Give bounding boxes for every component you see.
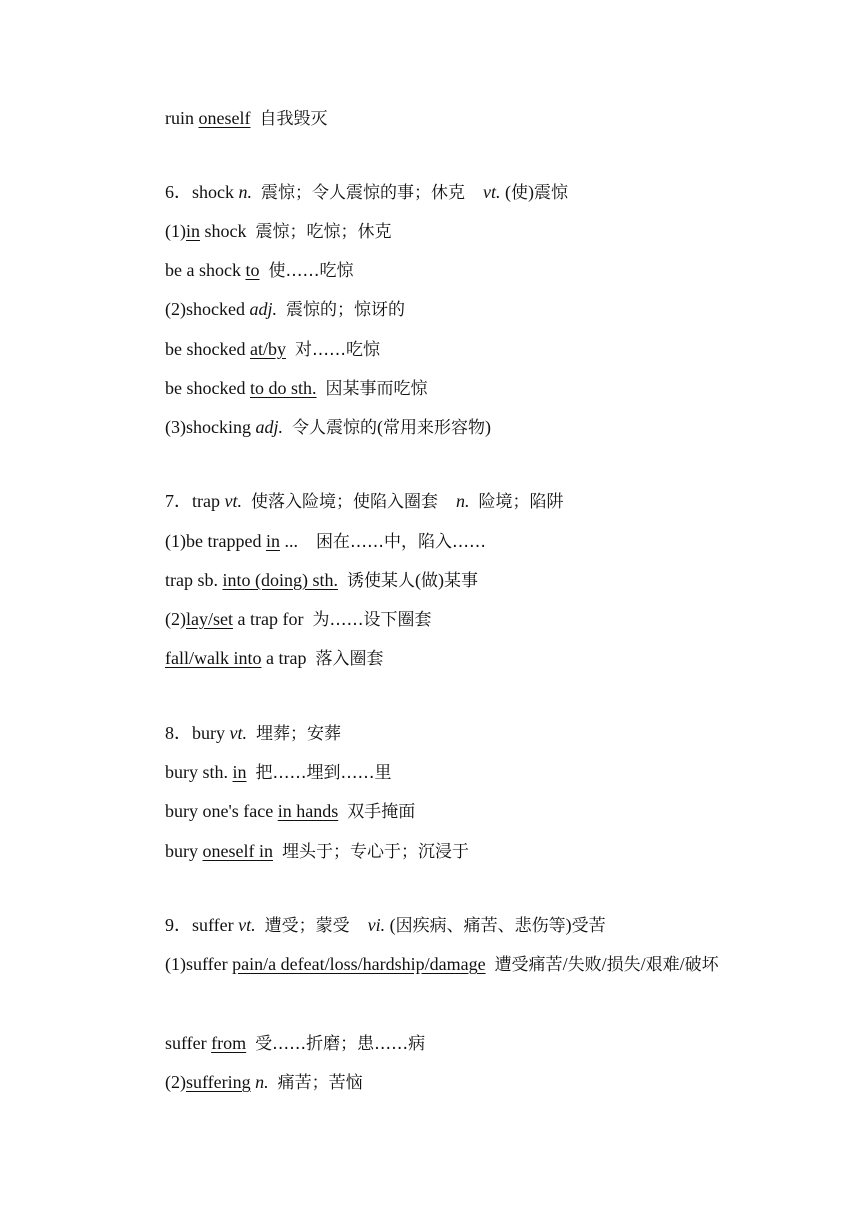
part-of-speech: vt. [483,182,501,202]
entry-heading-suffer: 9．suffer vt. 遭受；蒙受 vi. (因疾病、痛苦、悲伤等)受苦 [165,915,606,936]
chinese-gloss: 痛苦；苦恼 [277,1073,363,1093]
answer-blank: oneself [198,108,251,128]
line-trap-sb-into: trap sb. into (doing) sth. 诱使某人(做)某事 [165,570,478,591]
part-of-speech: n. [255,1072,269,1092]
answer-blank: at/by [249,339,286,359]
chinese-gloss: 险境；陷阱 [478,492,564,512]
part-of-speech: vt. [229,723,247,743]
chinese-gloss: 受苦 [571,916,606,936]
chinese-gloss: 因某事而吃惊 [325,379,428,399]
entry-heading-trap: 7．trap vt. 使落入险境；使陷入圈套 n. 险境；陷阱 [165,491,564,512]
chinese-gloss: 为……设下圈套 [312,610,432,630]
part-of-speech: n. [238,182,252,202]
chinese-gloss: 遭受痛苦 [494,955,563,975]
answer-blank: to do sth. [249,378,317,398]
line-suffer-pain-wrapped: (1)suffer pain/a defeat/loss/hardship/damage 遭受痛苦/失败/损失/艰难/破坏 [165,954,719,975]
chinese-gloss: 遭受；蒙受 [264,916,350,936]
line-fall-into-a-trap: fall/walk into a trap 落入圈套 [165,648,384,669]
chinese-gloss: 令人震惊的 [292,418,377,438]
answer-blank: in [232,762,247,782]
line-ruin-oneself [165,106,327,131]
answer-blank: oneself in [202,841,273,861]
line-shocking-adj: (3)shocking adj. 令人震惊的(常用来形容物) [165,417,491,438]
line-bury-sth-in: bury sth. in 把……埋到……里 [165,762,392,783]
line-bury-oneself-in: bury oneself in 埋头于；专心于；沉浸于 [165,841,469,862]
line-lay-set-a-trap: (2)lay/set a trap for 为……设下圈套 [165,609,432,630]
answer-blank: pain/a defeat/loss/hardship/damage [232,954,486,974]
text: ruin [165,108,199,128]
answer-blank: in hands [277,801,339,821]
part-of-speech: vi. [367,915,386,935]
answer-blank: fall/walk into [165,648,262,668]
chinese-gloss: 困在……中，陷入…… [315,532,486,552]
chinese-gloss: 震惊；令人震惊的事；休克 [261,183,465,203]
answer-blank: in [186,221,201,241]
part-of-speech: n. [455,491,470,511]
line-suffer-from: suffer from 受……折磨；患……病 [165,1033,426,1054]
chinese-gloss: 使……吃惊 [268,261,354,281]
line-shocked-adj: (2)shocked adj. 震惊的；惊讶的 [165,299,405,320]
chinese-gloss: 诱使某人 [347,571,415,591]
answer-blank: lay/set [186,609,233,629]
answer-blank: in [265,531,280,551]
line-be-a-shock-to: be a shock to 使……吃惊 [165,260,354,281]
part-of-speech: vt. [238,915,256,935]
chinese-gloss: 震惊 [534,183,568,203]
answer-blank: from [211,1033,247,1053]
part-of-speech: adj. [249,299,277,319]
answer-blank: suffering [186,1072,251,1092]
chinese-gloss: 震惊；吃惊；休克 [255,222,392,242]
part-of-speech: adj. [255,417,283,437]
chinese-gloss: 震惊的；惊讶的 [286,300,405,320]
chinese-gloss: 自我毁灭 [259,109,328,129]
entry-heading-shock: 6．shock n. 震惊；令人震惊的事；休克 vt. (使)震惊 [165,182,568,203]
line-be-trapped-in: (1)be trapped in ... 困在……中，陷入…… [165,531,486,552]
chinese-gloss: 把……埋到……里 [255,763,392,783]
chinese-gloss: 使落入险境；使陷入圈套 [250,492,438,512]
chinese-gloss: 落入圈套 [315,649,384,669]
line-bury-face-in-hands: bury one's face in hands 双手掩面 [165,801,416,822]
line-suffering-n: (2)suffering n. 痛苦；苦恼 [165,1072,363,1093]
chinese-gloss: 埋葬；安葬 [256,724,341,744]
part-of-speech: vt. [224,491,242,511]
chinese-gloss: 对……吃惊 [294,340,380,360]
line-in-shock: (1)in shock 震惊；吃惊；休克 [165,221,392,242]
answer-blank: to [245,260,260,280]
line-be-shocked-to-do: be shocked to do sth. 因某事而吃惊 [165,378,428,399]
chinese-gloss: 受……折磨；患……病 [255,1034,426,1054]
chinese-gloss: 双手掩面 [347,802,416,822]
entry-heading-bury: 8．bury vt. 埋葬；安葬 [165,723,341,744]
chinese-gloss: 埋头于；专心于；沉浸于 [281,842,469,862]
answer-blank: into (doing) sth. [222,570,338,590]
line-be-shocked-at-by: be shocked at/by 对……吃惊 [165,339,380,360]
